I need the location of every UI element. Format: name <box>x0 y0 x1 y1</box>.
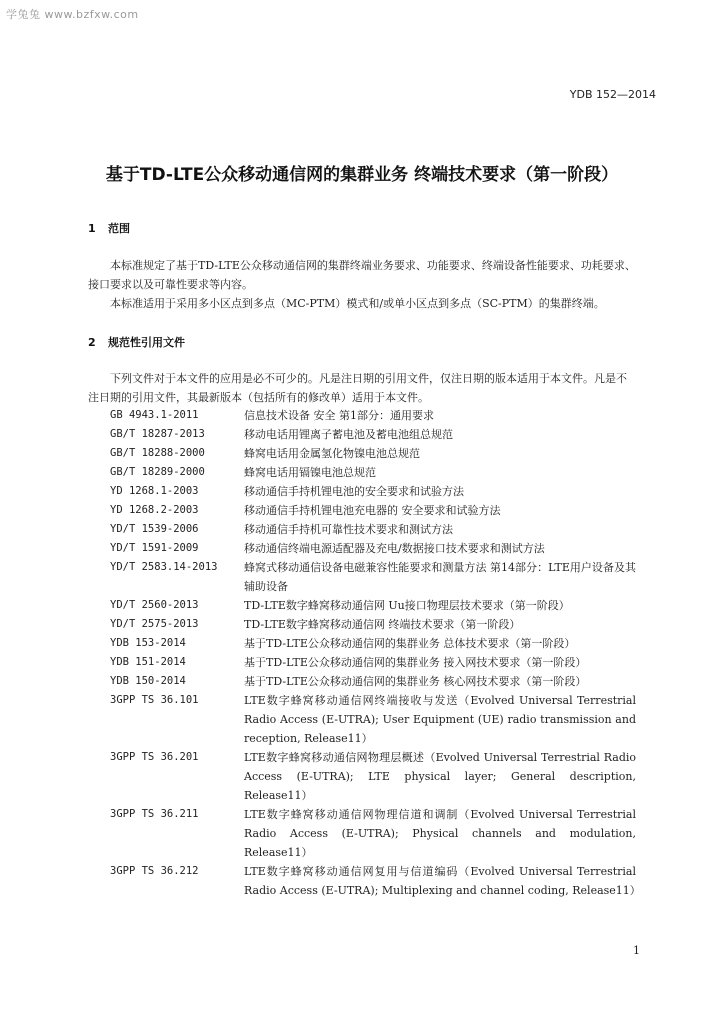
reference-row <box>110 653 636 672</box>
reference-title: TD-LTE数字蜂窝移动通信网 Uu接口物理层技术要求（第一阶段） <box>244 599 570 612</box>
reference-row <box>110 444 636 463</box>
section-number: 1 <box>88 222 96 235</box>
reference-code: YDB 150-2014 <box>110 675 186 687</box>
reference-title: 移动电话用锂离子蓄电池及蓄电池组总规范 <box>244 428 453 441</box>
reference-title: 蜂窝电话用金属氢化物镍电池总规范 <box>244 447 420 460</box>
reference-title: 移动通信终端电源适配器及充电/数据接口技术要求和测试方法 <box>244 542 545 555</box>
document-code: YDB 152—2014 <box>569 88 656 101</box>
reference-code: YD/T 2575-2013 <box>110 618 199 630</box>
reference-list <box>110 406 641 900</box>
reference-code: 3GPP TS 36.211 <box>110 808 199 820</box>
reference-row <box>110 558 636 596</box>
reference-row <box>110 596 636 615</box>
reference-title: LTE数字蜂窝移动通信网终端接收与发送（Evolved Universal Terrestrial Radio Access (E-UTRA); User Equipment (UE) radio transmission and reception, Release11） <box>244 694 636 745</box>
reference-title: LTE数字蜂窝移动通信网物理信道和调制（Evolved Universal Terrestrial Radio Access (E-UTRA); Physical channels and modulation, Release11） <box>244 808 636 859</box>
section-number: 2 <box>88 336 96 349</box>
reference-code: 3GPP TS 36.212 <box>110 865 199 877</box>
reference-title: 蜂窝式移动通信设备电磁兼容性能要求和测量方法 第14部分：LTE用户设备及其辅助设备 <box>244 561 636 593</box>
reference-row <box>110 539 636 558</box>
reference-title: LTE数字蜂窝移动通信网复用与信道编码（Evolved Universal Terrestrial Radio Access (E-UTRA); Multiplexing and channel coding, Release11） <box>244 865 641 897</box>
reference-row <box>110 862 641 900</box>
reference-title: LTE数字蜂窝移动通信网物理层概述（Evolved Universal Terrestrial Radio Access (E-UTRA); LTE physical layer; General description, Release11） <box>244 751 636 802</box>
section-heading-normative-references <box>88 334 185 350</box>
reference-row <box>110 691 636 748</box>
page-number: 1 <box>633 944 640 957</box>
reference-code: YD/T 2583.14-2013 <box>110 561 218 573</box>
reference-row <box>110 482 636 501</box>
section-title: 规范性引用文件 <box>108 336 185 349</box>
section-heading-scope <box>88 220 130 236</box>
reference-code: YDB 153-2014 <box>110 637 186 649</box>
reference-row <box>110 406 636 425</box>
paragraph: 本标准适用于采用多小区点到多点（MC-PTM）模式和/或单小区点到多点（SC-PTM）的集群终端。 <box>110 297 605 310</box>
reference-code: GB/T 18287-2013 <box>110 428 205 440</box>
scope-body <box>88 256 636 313</box>
reference-title: 移动通信手持机锂电池的安全要求和试验方法 <box>244 485 464 498</box>
document-title: 基于TD-LTE公众移动通信网的集群业务 终端技术要求（第一阶段） <box>105 165 619 185</box>
reference-title: 基于TD-LTE公众移动通信网的集群业务 核心网技术要求（第一阶段） <box>244 675 587 688</box>
reference-code: YD 1268.2-2003 <box>110 504 199 516</box>
paragraph: 下列文件对于本文件的应用是必不可少的。凡是注日期的引用文件，仅注日期的版本适用于本文件。凡是不注日期的引用文件，其最新版本（包括所有的修改单）适用于本文件。 <box>88 372 627 404</box>
reference-title: 基于TD-LTE公众移动通信网的集群业务 总体技术要求（第一阶段） <box>244 637 576 650</box>
reference-code: GB/T 18289-2000 <box>110 466 205 478</box>
paragraph: 本标准规定了基于TD-LTE公众移动通信网的集群终端业务要求、功能要求、终端设备性能要求、功耗要求、接口要求以及可靠性要求等内容。 <box>88 259 636 291</box>
watermark: 学兔兔 www.bzfxw.com <box>6 8 139 21</box>
reference-code: 3GPP TS 36.201 <box>110 751 199 763</box>
reference-row <box>110 425 636 444</box>
reference-code: YD/T 1539-2006 <box>110 523 199 535</box>
reference-row <box>110 748 636 805</box>
reference-row <box>110 672 636 691</box>
reference-title: 基于TD-LTE公众移动通信网的集群业务 接入网技术要求（第一阶段） <box>244 656 587 669</box>
reference-title: 移动通信手持机可靠性技术要求和测试方法 <box>244 523 453 536</box>
reference-code: 3GPP TS 36.101 <box>110 694 199 706</box>
reference-row <box>110 634 636 653</box>
reference-title: 蜂窝电话用镉镍电池总规范 <box>244 466 376 479</box>
reference-code: YD/T 2560-2013 <box>110 599 199 611</box>
reference-title: 移动通信手持机锂电池充电器的 安全要求和试验方法 <box>244 504 501 517</box>
reference-code: YDB 151-2014 <box>110 656 186 668</box>
reference-title: 信息技术设备 安全 第1部分：通用要求 <box>244 409 434 422</box>
section-title: 范围 <box>108 222 130 235</box>
reference-row <box>110 501 636 520</box>
reference-row <box>110 615 636 634</box>
reference-code: GB 4943.1-2011 <box>110 409 199 421</box>
references-intro <box>88 369 636 407</box>
reference-row <box>110 805 636 862</box>
reference-row <box>110 520 636 539</box>
reference-code: YD 1268.1-2003 <box>110 485 199 497</box>
reference-code: YD/T 1591-2009 <box>110 542 199 554</box>
reference-code: GB/T 18288-2000 <box>110 447 205 459</box>
reference-title: TD-LTE数字蜂窝移动通信网 终端技术要求（第一阶段） <box>244 618 521 631</box>
reference-row <box>110 463 636 482</box>
